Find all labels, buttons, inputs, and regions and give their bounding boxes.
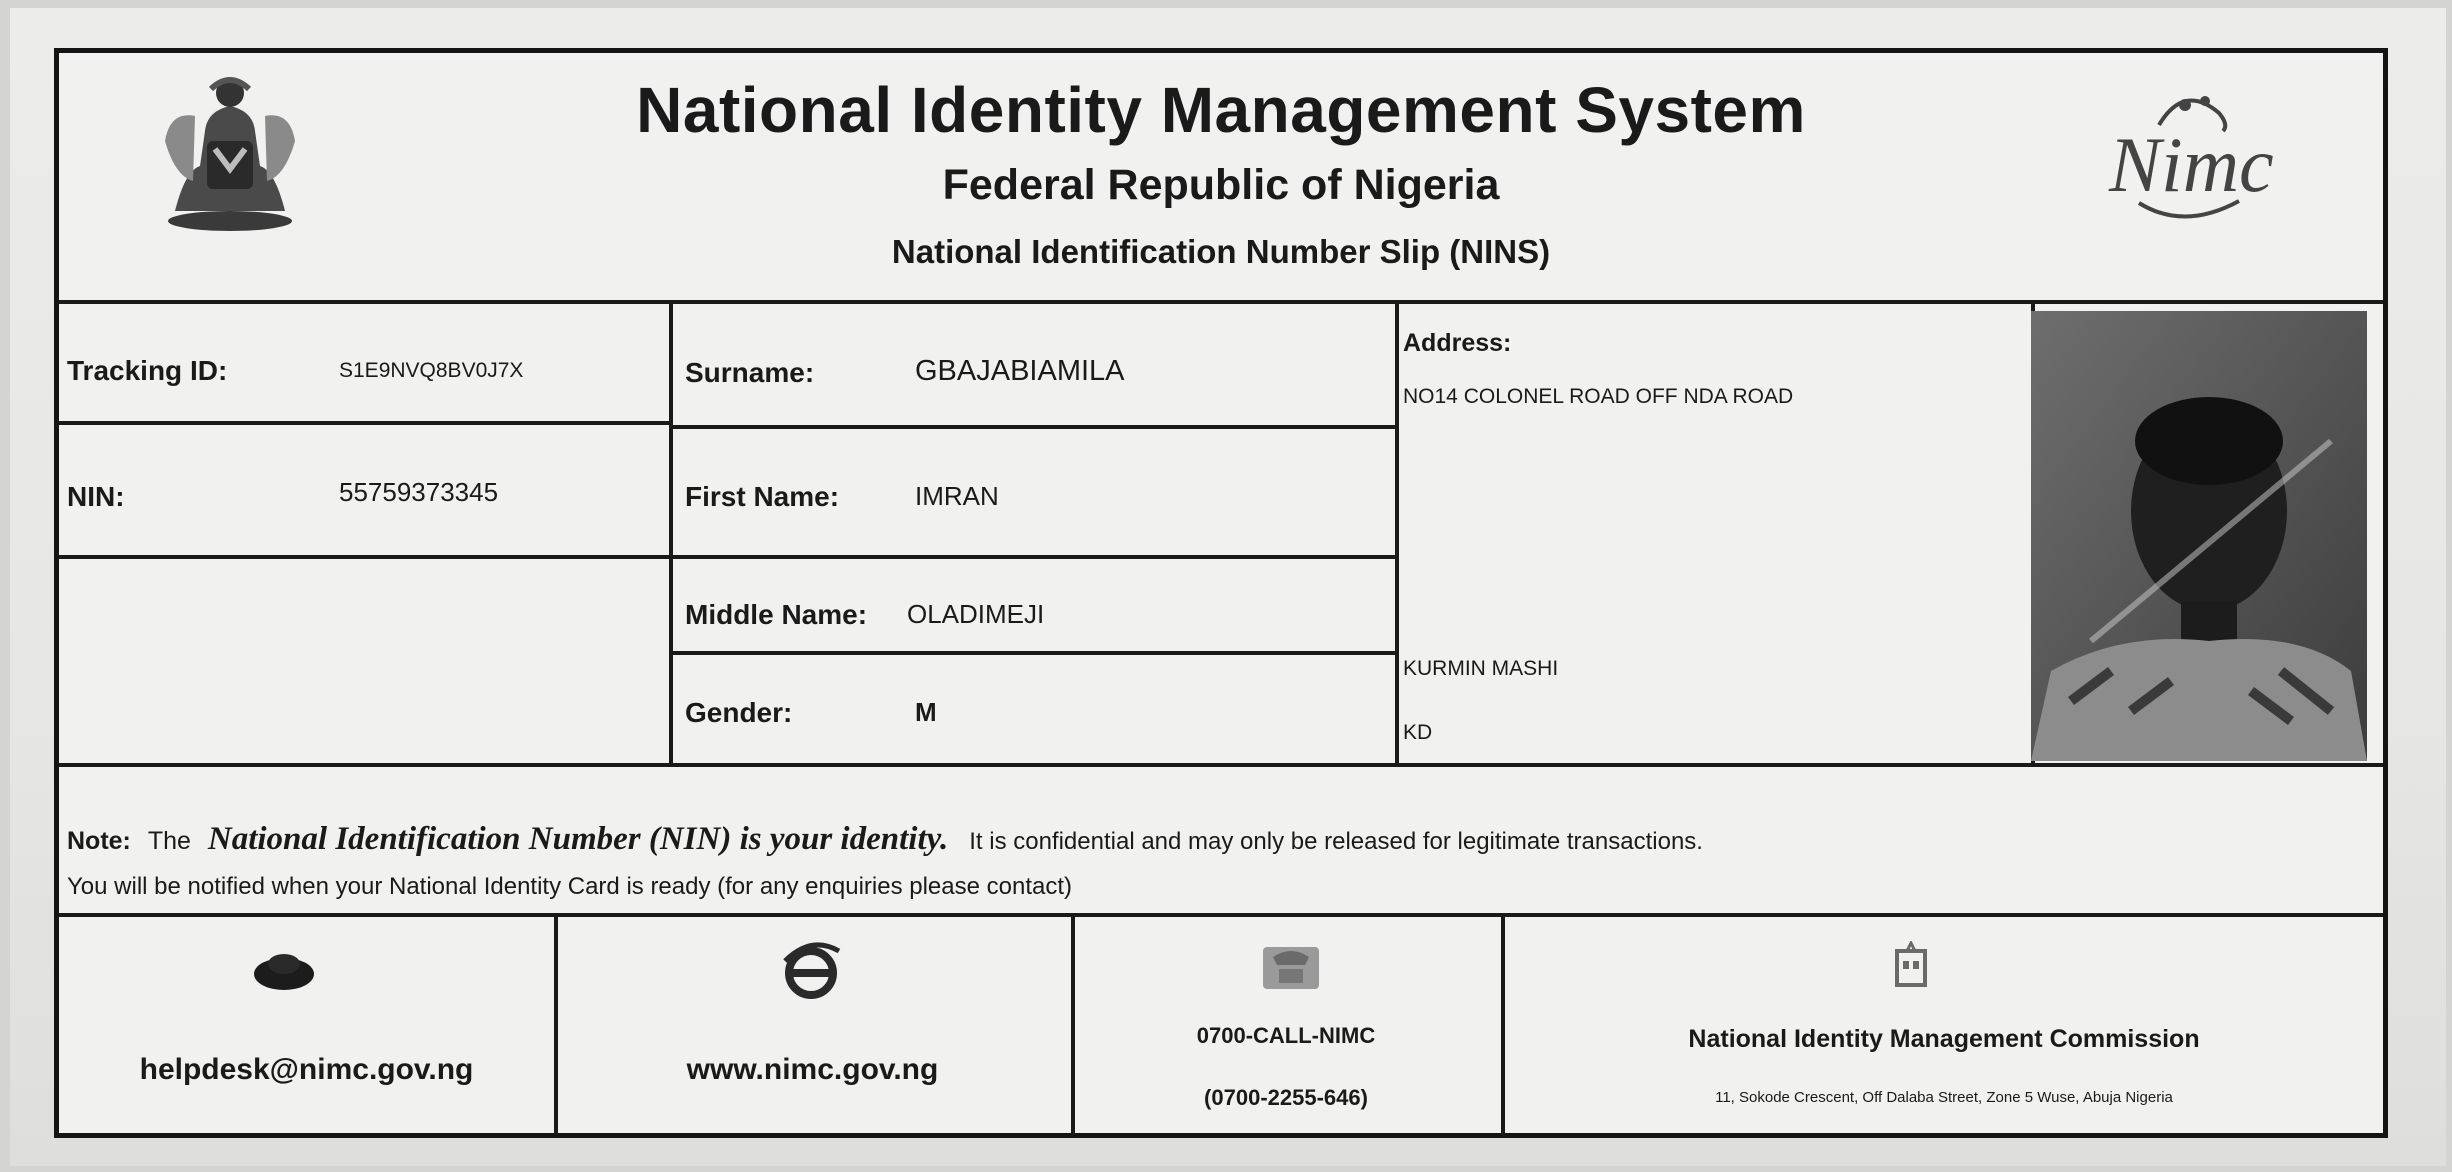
footer-divider: [554, 913, 558, 1135]
header-subtitle: Federal Republic of Nigeria: [942, 161, 1500, 209]
slip-name: National Identification Number Slip (NINS): [891, 233, 1551, 270]
phone-text: 0700-CALL-NIMC: [1196, 1023, 1376, 1048]
org-name: National Identity Management Commission: [1688, 1025, 2200, 1053]
row-divider: [669, 555, 1399, 559]
col-divider-2: [1395, 300, 1399, 767]
address-line1: NO14 COLONEL ROAD OFF NDA ROAD: [1403, 385, 1794, 408]
address-label: Address:: [1403, 329, 1512, 357]
header-title: National Identity Management System: [636, 74, 1806, 146]
address-town: KURMIN MASHI: [1403, 657, 1559, 680]
note-line-2: You will be notified when your National Identity Card is ready (for any enquiries please contact): [67, 873, 1072, 900]
nimc-logo-text: Nimc: [2109, 121, 2274, 208]
nin-value: 55759373345: [339, 477, 499, 507]
building-icon: [1889, 941, 1933, 991]
gender-label: Gender:: [685, 697, 793, 728]
mail-icon: [249, 948, 319, 992]
nimc-logo: [2089, 73, 2279, 233]
phone-number: (0700-2255-646): [1204, 1085, 1368, 1110]
phone-icon: [1259, 941, 1323, 995]
internet-explorer-icon: [779, 941, 843, 1001]
row-divider: [59, 421, 673, 425]
nin-slip: [54, 48, 2388, 1138]
surname-label: Surname:: [685, 357, 815, 388]
nin-label: NIN:: [67, 481, 125, 512]
address-state: KD: [1403, 721, 1433, 744]
note-emphasis: National Identification Number (NIN) is your identity.: [207, 821, 949, 857]
website-link[interactable]: www.nimc.gov.ng: [686, 1053, 939, 1086]
first-name-value: IMRAN: [915, 481, 999, 511]
document-paper: [10, 8, 2446, 1166]
note-prefix: The: [147, 827, 191, 855]
holder-photo: [2031, 311, 2367, 761]
org-address: 11, Sokode Crescent, Off Dalaba Street, Zone 5 Wuse, Abuja Nigeria: [1715, 1089, 2173, 1106]
first-name-label: First Name:: [685, 481, 840, 512]
email-link[interactable]: helpdesk@nimc.gov.ng: [139, 1053, 474, 1086]
gender-value: M: [915, 697, 937, 727]
note-rest: It is confidential and may only be released for legitimate transactions.: [969, 828, 1703, 855]
note-label: Note:: [67, 827, 131, 855]
col-divider-1: [669, 300, 673, 767]
row-divider: [669, 425, 1399, 429]
note-line-1: [67, 821, 1703, 858]
row-divider: [669, 651, 1399, 655]
note-bottom-divider: [59, 913, 2383, 917]
row-divider: [59, 555, 673, 559]
middle-name-value: OLADIMEJI: [907, 599, 1045, 629]
middle-name-label: Middle Name:: [685, 599, 868, 630]
tracking-id-label: Tracking ID:: [67, 355, 228, 386]
tracking-id-value: S1E9NVQ8BV0J7X: [339, 359, 524, 382]
surname-value: GBAJABIAMILA: [915, 355, 1125, 387]
